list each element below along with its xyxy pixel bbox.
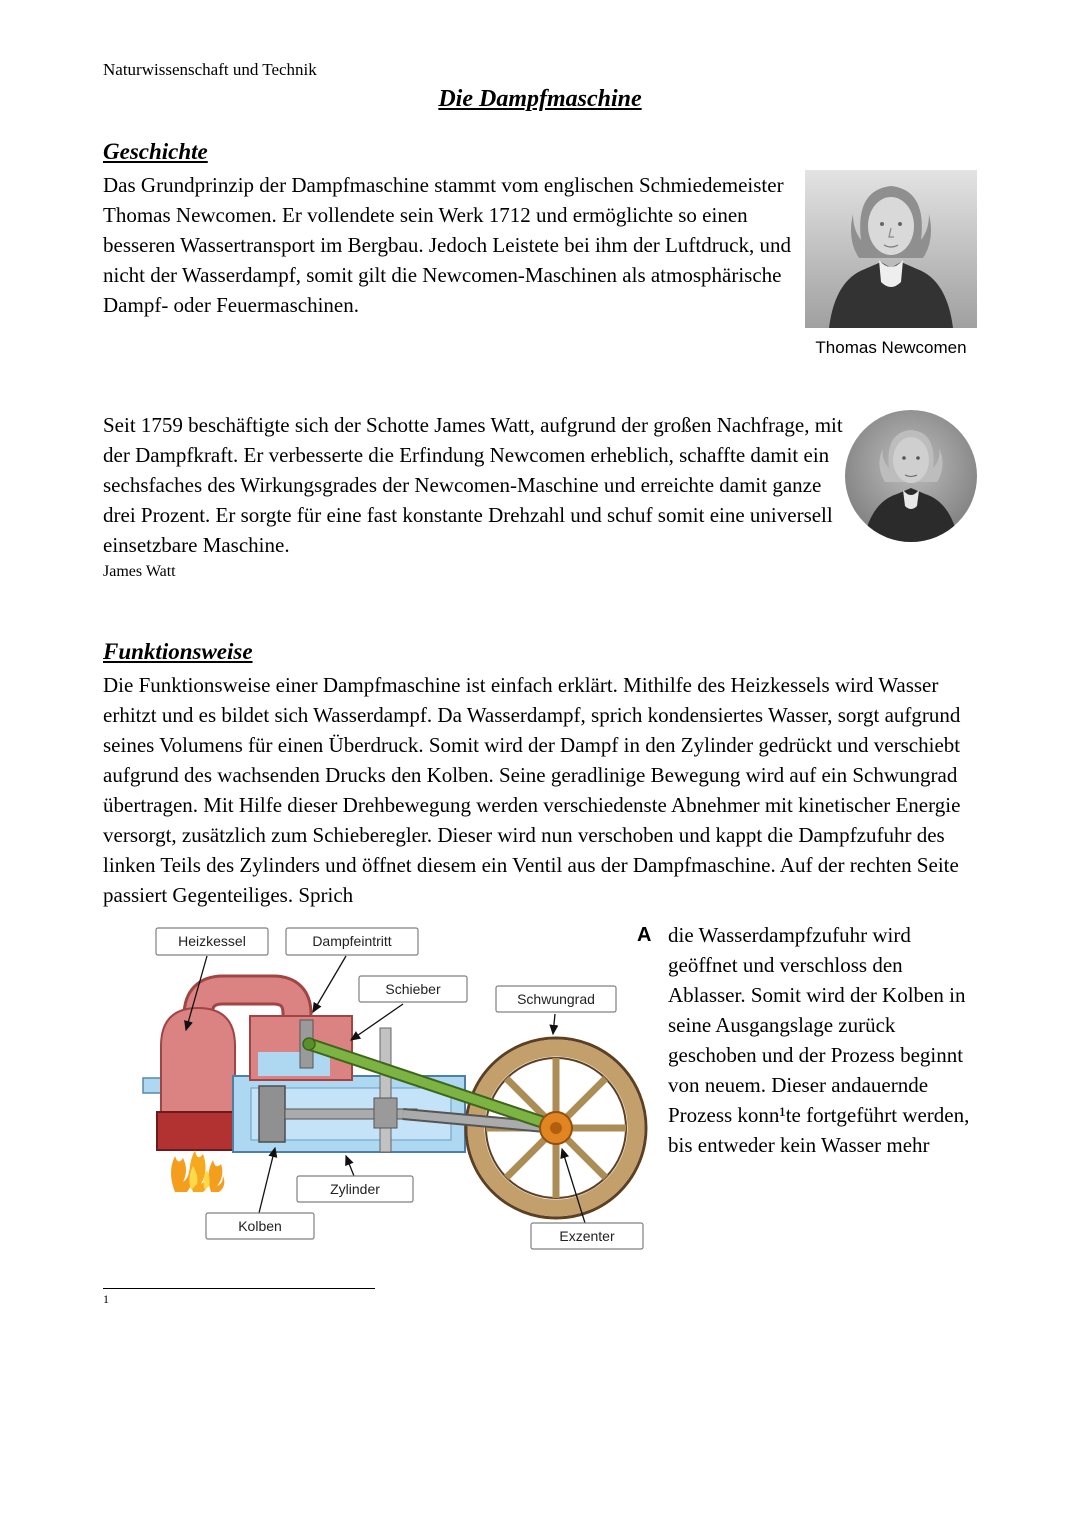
footnote <box>103 1288 977 1307</box>
thomas-newcomen-portrait <box>805 170 977 358</box>
page-title: Die Dampfmaschine <box>438 86 642 112</box>
firebox-shape <box>157 1112 239 1150</box>
geschichte-block-watt <box>103 410 977 560</box>
watt-portrait-image <box>845 410 977 542</box>
label-schwungrad: Schwungrad <box>517 991 595 1007</box>
course-header: Naturwissenschaft und Technik <box>103 60 317 79</box>
newcomen-caption: Thomas Newcomen <box>815 338 967 357</box>
boiler-shape <box>161 1008 235 1112</box>
geschichte-block-newcomen <box>103 170 977 358</box>
watt-caption: James Watt <box>103 563 176 580</box>
steam-engine-diagram <box>103 920 668 1260</box>
steam-engine-diagram-image <box>103 920 668 1255</box>
section-heading-funktionsweise: Funktionsweise <box>103 639 253 664</box>
piston-shape <box>259 1086 285 1142</box>
guide-post <box>380 1028 391 1152</box>
label-heizkessel: Heizkessel <box>178 933 246 949</box>
crosshead <box>374 1098 397 1128</box>
label-zylinder: Zylinder <box>330 1181 380 1197</box>
footnote-marker: 1 <box>103 1292 109 1306</box>
section-heading-geschichte: Geschichte <box>103 139 208 164</box>
geschichte-paragraph-newcomen: Das Grundprinzip der Dampfmaschine stammt vom englischen Schmiedemeister Thomas Newcomen. Er vollendete sein Werk 1712 und ermöglichte so einen besseren Wassertransport im Bergbau. Jedoch Leistete bei ihm der Luftdruck, und nicht der Wasserdampf, somit gilt die Newcomen-Maschinen als atmosphärische Dampf- oder Feuermaschinen. <box>103 173 792 317</box>
footnote-separator <box>103 1288 375 1289</box>
flames-icon <box>171 1150 224 1192</box>
cropped-text-fragment: A <box>637 924 652 946</box>
label-exzenter: Exzenter <box>559 1228 615 1244</box>
label-kolben: Kolben <box>238 1218 282 1234</box>
diagram-and-text <box>103 920 977 1260</box>
funktionsweise-paragraph: Die Funktionsweise einer Dampfmaschine ist einfach erklärt. Mithilfe des Heizkessels wird Wasser erhitzt und es bildet sich Wasserdampf. Da Wasserdampf, sprich kondensiertes Wasser, sorgt aufgrund seines Volumens für einen Überdruck. Somit wird der Dampf in den Zylinder gedrückt und verschiebt aufgrund des wachsenden Drucks den Kolben. Seine geradlinige Bewegung wird auf ein Schwungrad übertragen. Mit Hilfe dieser Drehbewegung werden verschiedenste Abnehmer mit kinetischer Energie versorgt, zusätzlich zum Schieberegler. Dieser wird nun verschoben und kappt die Dampfzufuhr des linken Teils des Zylinders und öffnet diesem ein Ventil aus der Dampfmaschine. Auf der rechten Seite passiert Gegenteiliges. Sprich <box>103 673 961 907</box>
eccentric-hub <box>540 1112 572 1144</box>
geschichte-paragraph-watt: Seit 1759 beschäftigte sich der Schotte James Watt, aufgrund der großen Nachfrage, mit der Dampfkraft. Er verbesserte die Erfindung Newcomen erheblich, schaffte damit ein sechsfaches des Wirkungsgrades der Newcomen-Maschine und erreichte damit ganze drei Prozent. Er sorgte für eine fast konstante Drehzahl und schuf somit eine universell einsetzbare Maschine. <box>103 413 843 557</box>
funktionsweise-paragraph-right: die Wasserdampfzufuhr wird geöffnet und verschloss den Ablasser. Somit wird der Kolben in seine Ausgangslage zurück geschoben und der Prozess beginnt von neuem. Dieser andauernde Prozess konn¹te fortgeführt werden, bis entweder kein Wasser mehr <box>668 923 970 1157</box>
label-schieber: Schieber <box>385 981 441 997</box>
james-watt-portrait <box>845 410 977 547</box>
newcomen-portrait-image <box>805 170 977 328</box>
label-dampfeintritt: Dampfeintritt <box>312 933 392 949</box>
